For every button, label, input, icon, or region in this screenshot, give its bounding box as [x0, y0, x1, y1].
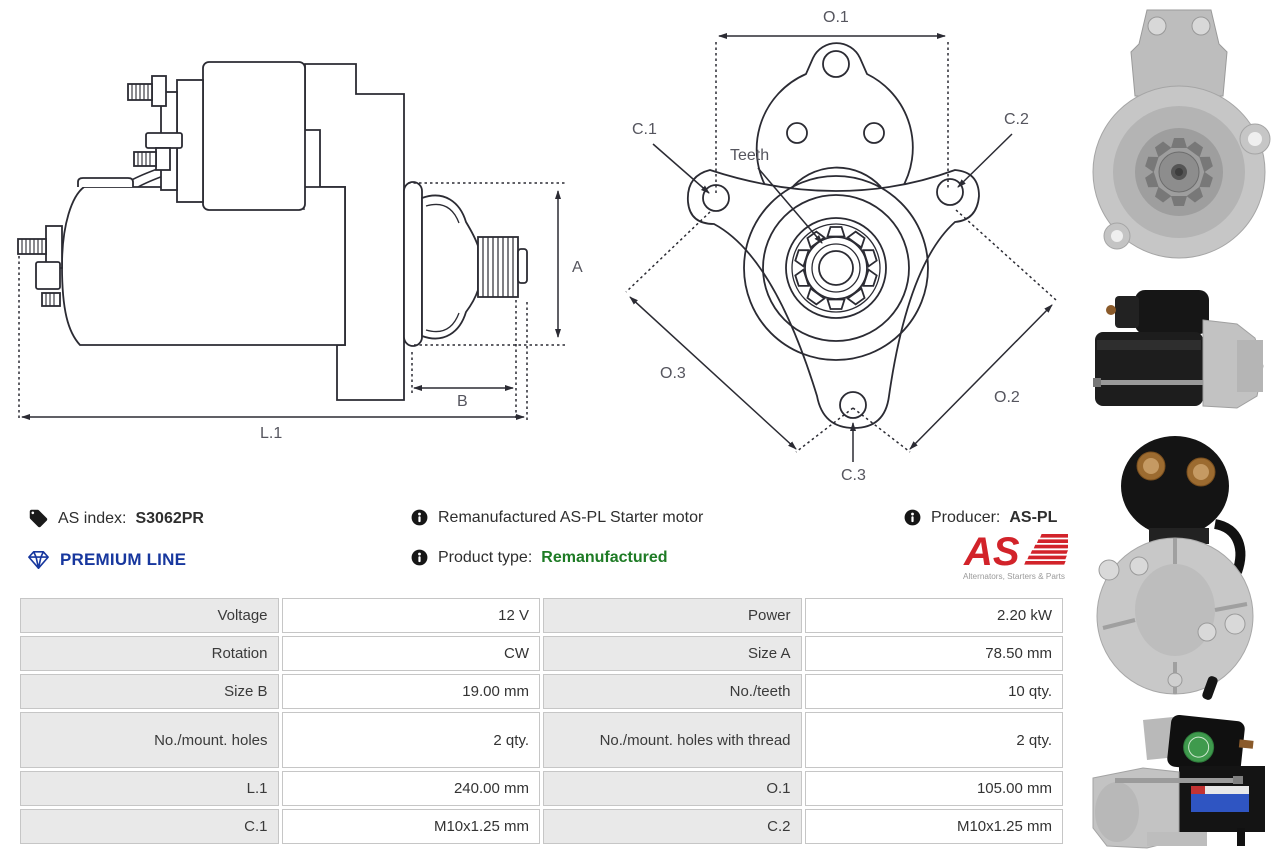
as-index-value: S3062PR — [135, 509, 204, 527]
producer-line — [903, 508, 1057, 527]
product-type-value: Remanufactured — [541, 548, 668, 566]
product-photo-front-view[interactable] — [1086, 4, 1272, 278]
spec-table — [17, 595, 1066, 847]
dim-o1-label: O.1 — [823, 9, 849, 26]
spec-value: 19.00 mm — [282, 674, 541, 709]
dim-a-label: A — [572, 259, 583, 276]
technical-drawing-front-view — [598, 0, 1085, 490]
spec-label: No./teeth — [543, 674, 802, 709]
spec-label: L.1 — [20, 771, 279, 806]
teeth-label: Teeth — [730, 147, 770, 164]
table-row — [20, 636, 1063, 671]
spec-label: Voltage — [20, 598, 279, 633]
logo-tagline: Alternators, Starters & Parts — [963, 572, 1065, 581]
spec-value: M10x1.25 mm — [805, 809, 1064, 844]
spec-value: 2 qty. — [805, 712, 1064, 768]
as-index-label: AS index: — [58, 509, 127, 527]
diamond-icon — [26, 548, 51, 572]
table-row — [20, 712, 1063, 768]
spec-label: Size B — [20, 674, 279, 709]
spec-value: 240.00 mm — [282, 771, 541, 806]
dim-c3-label: C.3 — [841, 467, 866, 484]
spec-value: 105.00 mm — [805, 771, 1064, 806]
premium-line — [26, 548, 186, 572]
spec-label: No./mount. holes — [20, 712, 279, 768]
table-row — [20, 809, 1063, 844]
product-type-label: Product type: — [438, 548, 533, 566]
info-icon — [410, 508, 429, 527]
producer-value: AS-PL — [1009, 508, 1058, 526]
dim-b-label: B — [457, 393, 468, 410]
dim-l1-label: L.1 — [260, 425, 283, 442]
product-photo-angle-view[interactable] — [1086, 708, 1272, 860]
spec-label: O.1 — [543, 771, 802, 806]
spec-value: 10 qty. — [805, 674, 1064, 709]
dim-o2-label: O.2 — [994, 389, 1020, 406]
technical-drawing-side-view — [0, 0, 600, 490]
as-index-line — [28, 508, 204, 529]
spec-label: C.2 — [543, 809, 802, 844]
spec-label: C.1 — [20, 809, 279, 844]
spec-label: Size A — [543, 636, 802, 671]
spec-value: CW — [282, 636, 541, 671]
logo-text: AS — [964, 530, 1020, 574]
table-row — [20, 598, 1063, 633]
spec-label: No./mount. holes with thread — [543, 712, 802, 768]
spec-value: 2 qty. — [282, 712, 541, 768]
spec-value: 12 V — [282, 598, 541, 633]
as-pl-logo — [960, 528, 1068, 589]
info-icon — [903, 508, 922, 527]
spec-value: 2.20 kW — [805, 598, 1064, 633]
spec-value: M10x1.25 mm — [282, 809, 541, 844]
description-line — [410, 508, 703, 527]
dim-c1-label: C.1 — [632, 121, 657, 138]
producer-label: Producer: — [931, 508, 1001, 526]
dim-c2-label: C.2 — [1004, 111, 1029, 128]
product-photo-rear-view[interactable] — [1086, 428, 1272, 706]
table-row — [20, 674, 1063, 709]
description-text: Remanufactured AS-PL Starter motor — [438, 508, 704, 526]
premium-line-label: PREMIUM LINE — [60, 550, 187, 569]
spec-label: Rotation — [20, 636, 279, 671]
spec-label: Power — [543, 598, 802, 633]
product-photo-side-view[interactable] — [1086, 280, 1272, 428]
info-icon — [410, 548, 429, 567]
product-type-line — [410, 548, 668, 567]
tag-icon — [28, 508, 49, 529]
spec-value: 78.50 mm — [805, 636, 1064, 671]
table-row — [20, 771, 1063, 806]
dim-o3-label: O.3 — [660, 365, 686, 382]
